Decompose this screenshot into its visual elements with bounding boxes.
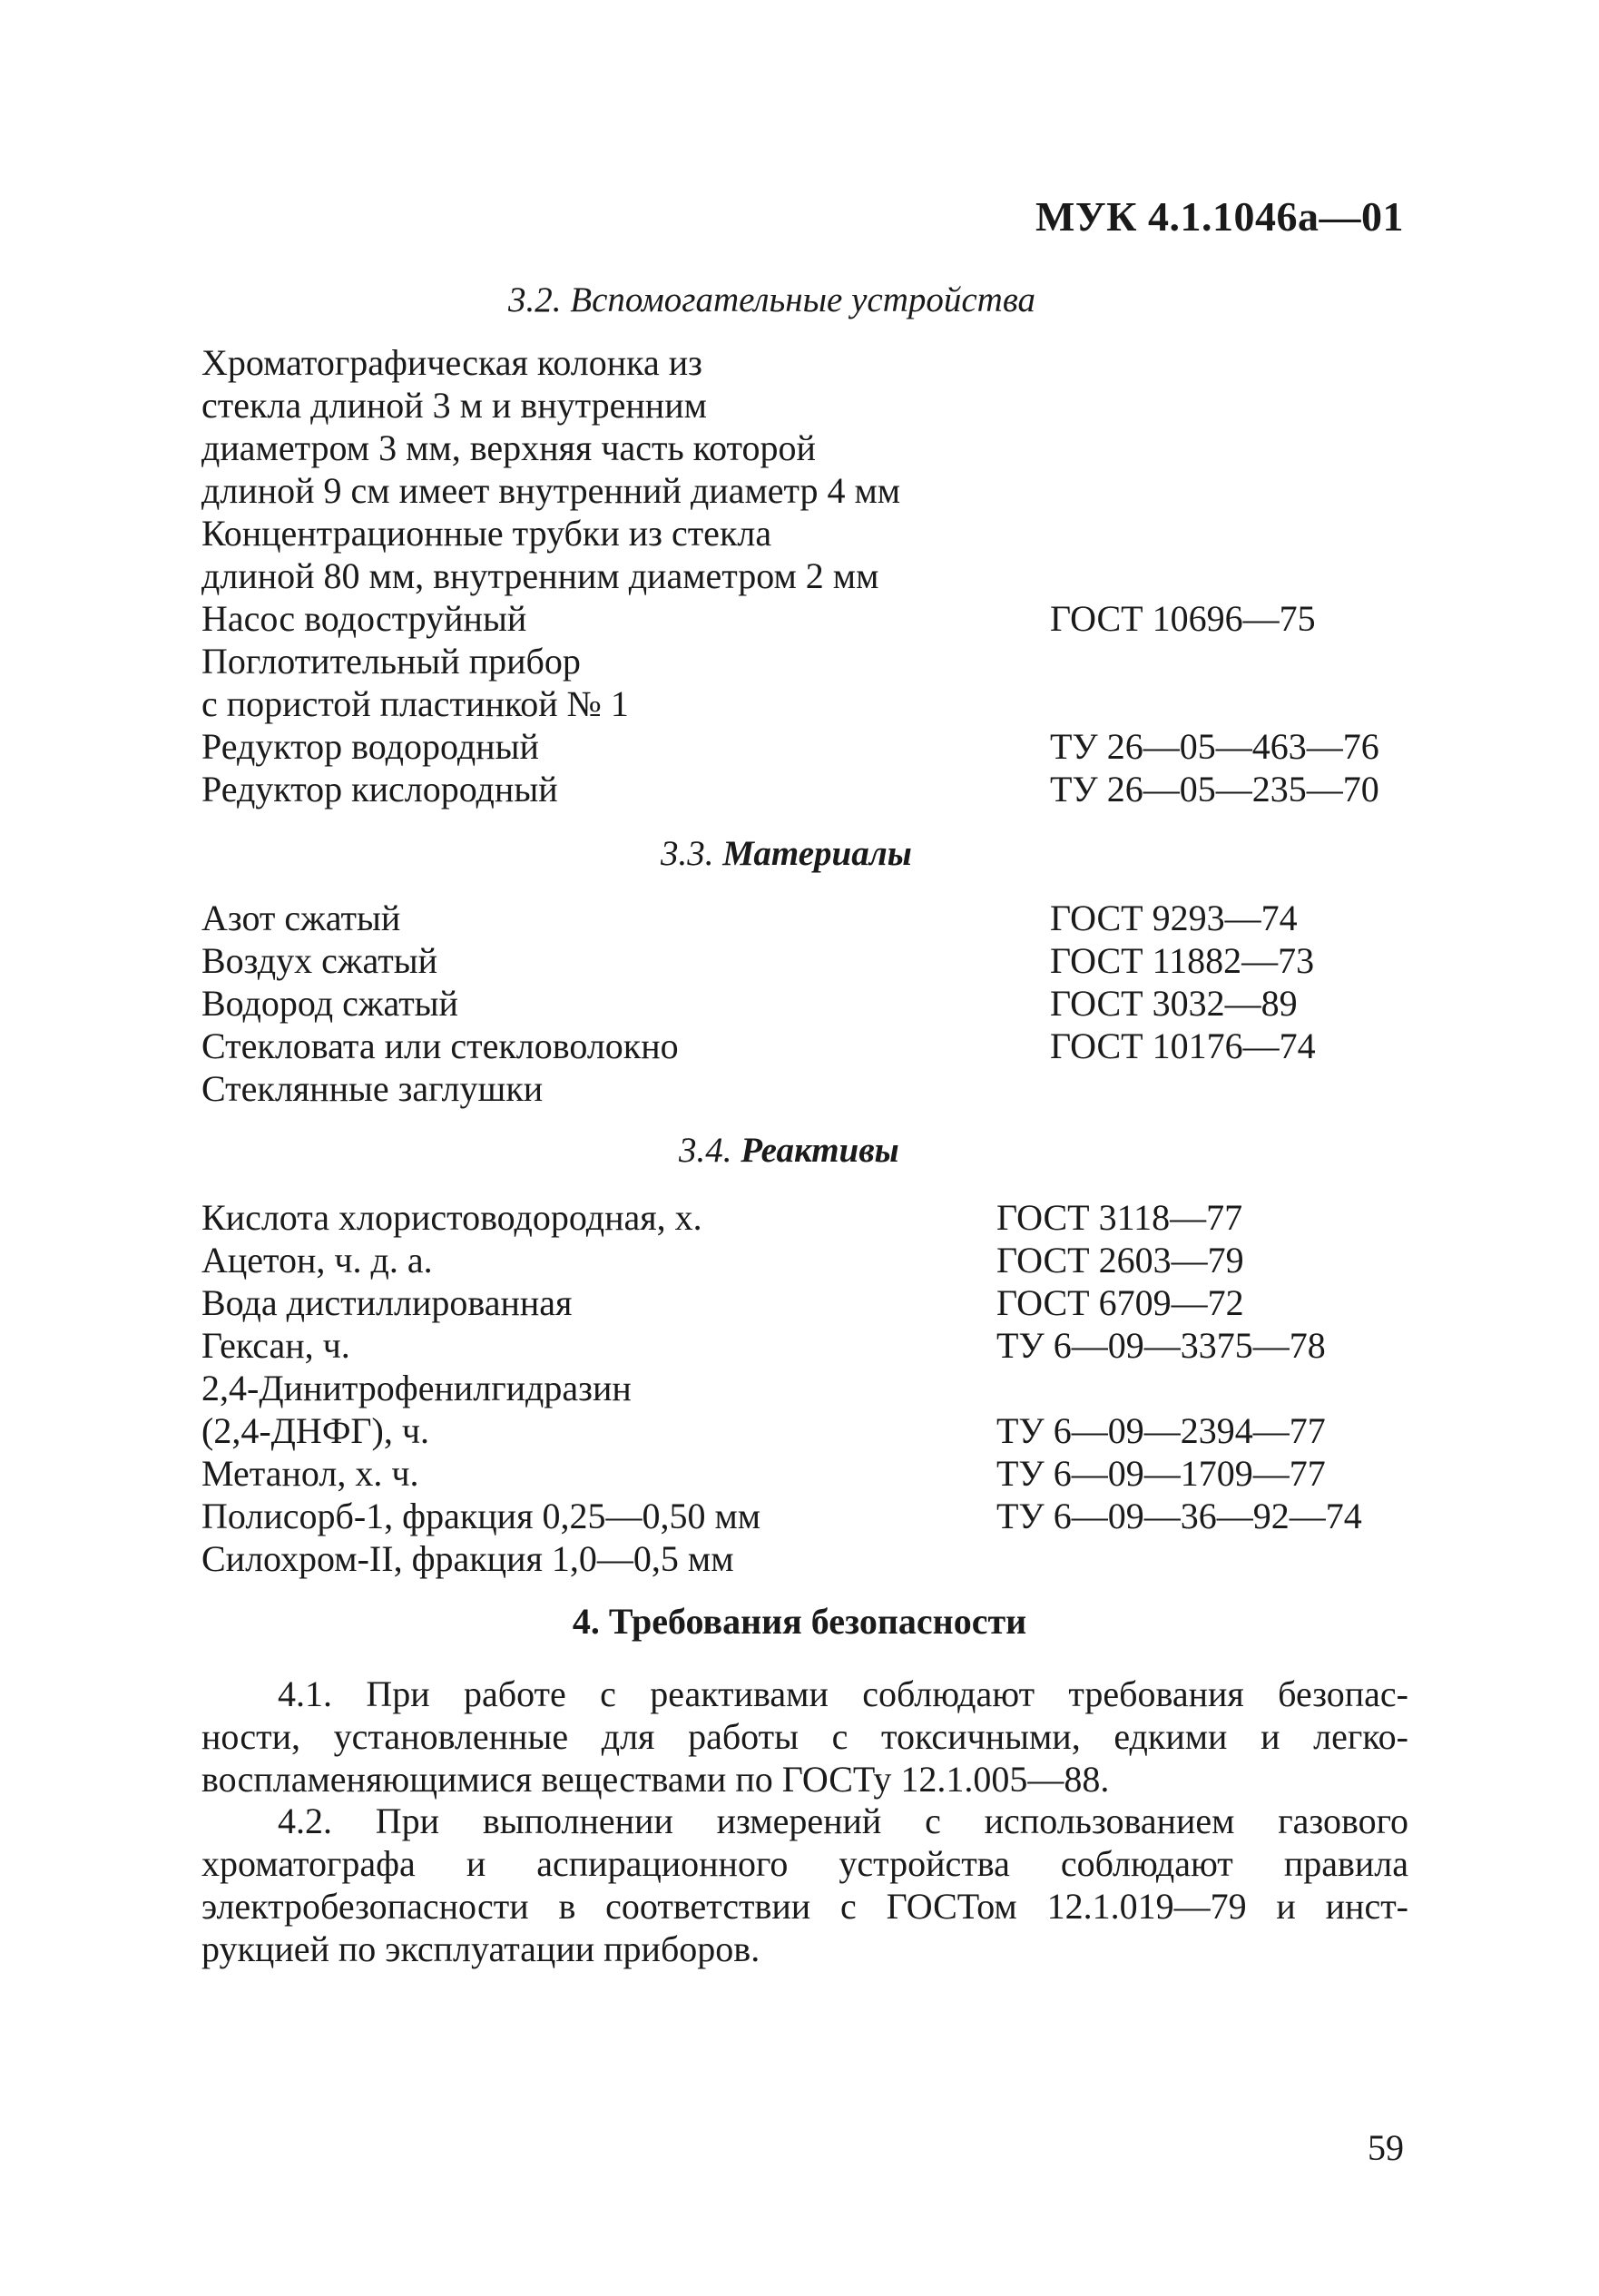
item-name: Воздух сжатый	[201, 940, 437, 981]
list-item	[201, 1025, 1408, 1067]
item-standard: ТУ 6—09—3375—78	[996, 1325, 1326, 1366]
reagents-list	[201, 1196, 1408, 1580]
item-standard: ГОСТ 3032—89	[1050, 983, 1298, 1024]
section-number: 3.3.	[661, 834, 714, 873]
item-name: Стекловата или стекловолокно	[201, 1025, 679, 1066]
section-heading-3-4	[679, 1130, 899, 1171]
section-title: Материалы	[722, 834, 912, 873]
list-item	[201, 640, 1408, 682]
list-item	[201, 1495, 1408, 1537]
list-item	[201, 939, 1408, 982]
list-item	[201, 597, 1408, 640]
item-name: Редуктор водородный	[201, 726, 539, 767]
list-item	[201, 554, 1408, 597]
section-title: Реактивы	[741, 1131, 899, 1170]
list-item	[201, 1281, 1408, 1324]
item-standard: ТУ 6—09—2394—77	[996, 1410, 1326, 1451]
list-item	[201, 1239, 1408, 1281]
item-name: Ацетон, ч. д. а.	[201, 1240, 433, 1280]
list-item	[201, 512, 1408, 554]
item-name: Водород сжатый	[201, 983, 458, 1024]
safety-requirements-heading: 4. Требования безопасности	[572, 1601, 1027, 1642]
item-name: Гексан, ч.	[201, 1325, 350, 1366]
item-name: Хроматографическая колонка из	[201, 342, 702, 383]
paragraph-line: воспламеняющимися веществами по ГОСТу 12.1.005—88.	[201, 1759, 1110, 1800]
item-name: длиной 80 мм, внутренним диаметром 2 мм	[201, 555, 879, 596]
section-title: Вспомогательные устройства	[570, 280, 1036, 319]
document-code: МУК 4.1.1046а—01	[1035, 193, 1404, 240]
item-standard: ТУ 26—05—235—70	[1050, 769, 1379, 809]
list-item	[201, 725, 1408, 768]
list-item	[201, 341, 1408, 384]
list-item	[201, 982, 1408, 1025]
section-number: 3.2.	[508, 280, 562, 319]
item-name: Вода дистиллированная	[201, 1282, 573, 1323]
item-standard: ТУ 6—09—1709—77	[996, 1453, 1326, 1494]
paragraph-4-2	[201, 1800, 1408, 1970]
item-standard: ГОСТ 9293—74	[1050, 898, 1298, 938]
list-item	[201, 1409, 1408, 1452]
paragraph-line: 4.2. При выполнении измерений с использованием газового	[278, 1800, 1408, 1841]
item-standard: ГОСТ 11882—73	[1050, 940, 1315, 981]
item-name: Силохром-II, фракция 1,0—0,5 мм	[201, 1538, 734, 1579]
list-item	[201, 1324, 1408, 1367]
paragraph-4-1	[201, 1673, 1408, 1800]
item-standard: ТУ 6—09—36—92—74	[996, 1496, 1362, 1536]
paragraph-line: электробезопасности в соответствии с ГОСТом 12.1.019—79 и инст-	[201, 1886, 1408, 1927]
item-name: Метанол, х. ч.	[201, 1453, 419, 1494]
list-item	[201, 1537, 1408, 1580]
list-item	[201, 1067, 1408, 1110]
item-standard: ТУ 26—05—463—76	[1050, 726, 1379, 767]
paragraph-line: ности, установленные для работы с токсичными, едкими и легко-	[201, 1716, 1408, 1757]
item-standard: ГОСТ 6709—72	[996, 1282, 1244, 1323]
list-item	[201, 897, 1408, 939]
equipment-list	[201, 341, 1408, 810]
list-item	[201, 1196, 1408, 1239]
materials-list	[201, 897, 1408, 1110]
item-name: Поглотительный прибор	[201, 641, 581, 682]
item-name: Стеклянные заглушки	[201, 1068, 544, 1109]
list-item	[201, 768, 1408, 810]
item-name: диаметром 3 мм, верхняя часть которой	[201, 427, 816, 468]
item-name: (2,4-ДНФГ), ч.	[201, 1410, 429, 1451]
list-item	[201, 1367, 1408, 1409]
list-item	[201, 469, 1408, 512]
list-item	[201, 682, 1408, 725]
item-name: Азот сжатый	[201, 898, 401, 938]
paragraph-line: рукцией по эксплуатации приборов.	[201, 1928, 760, 1969]
section-number: 3.4.	[679, 1131, 732, 1170]
list-item	[201, 1452, 1408, 1495]
item-name: Редуктор кислородный	[201, 769, 558, 809]
item-name: с пористой пластинкой № 1	[201, 683, 629, 724]
page-number: 59	[1368, 2127, 1404, 2168]
list-item	[201, 384, 1408, 427]
list-item	[201, 427, 1408, 469]
item-standard: ГОСТ 2603—79	[996, 1240, 1244, 1280]
item-name: 2,4-Динитрофенилгидразин	[201, 1368, 632, 1408]
item-name: Концентрационные трубки из стекла	[201, 513, 772, 554]
paragraph-line: 4.1. При работе с реактивами соблюдают требования безопас-	[278, 1673, 1408, 1714]
item-name: Кислота хлористоводородная, х.	[201, 1197, 702, 1238]
item-standard: ГОСТ 10176—74	[1050, 1025, 1316, 1066]
section-heading-3-2	[508, 280, 1035, 320]
item-name: Насос водоструйный	[201, 598, 527, 639]
item-name: Полисорб-1, фракция 0,25—0,50 мм	[201, 1496, 761, 1536]
paragraph-line: хроматографа и аспирационного устройства соблюдают правила	[201, 1843, 1408, 1884]
item-name: длиной 9 см имеет внутренний диаметр 4 мм	[201, 470, 901, 511]
section-heading-3-3	[661, 833, 912, 874]
item-standard: ГОСТ 10696—75	[1050, 598, 1316, 639]
item-standard: ГОСТ 3118—77	[996, 1197, 1243, 1238]
item-name: стекла длиной 3 м и внутренним	[201, 385, 707, 426]
